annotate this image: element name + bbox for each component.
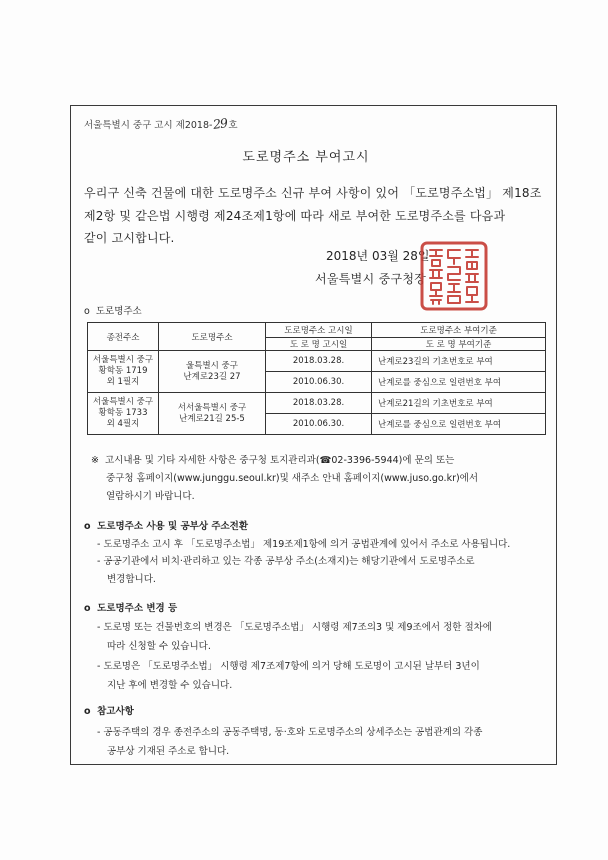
- document-title: 도로명주소 부여고시: [242, 150, 370, 165]
- old-address-line: 황학동 1733: [98, 408, 148, 418]
- table-row: [88, 393, 546, 414]
- header-old-address: 종전주소: [88, 323, 159, 351]
- section-heading-reference: o 참고사항: [84, 706, 134, 717]
- criteria-cell: 난계로23길의 기초번호로 부여: [372, 351, 546, 372]
- road-address-cell: [159, 393, 266, 435]
- road-address-table-wrap: [87, 322, 545, 435]
- section-heading-road-address: o 도로명주소: [84, 306, 142, 317]
- notice-date: 2018년 03월 28일: [326, 249, 430, 263]
- section-heading-usage: o 도로명주소 사용 및 공부상 주소전환: [84, 521, 249, 532]
- official-seal: [419, 240, 489, 312]
- old-address-cell: [88, 351, 159, 393]
- reference-line: - 공동주택의 경우 종전주소의 공동주택명, 동·호와 도로명주소의 상세주소는 공법관계의 각종: [97, 727, 483, 738]
- note-line: 중구청 홈페이지(www.junggu.seoul.kr)및 새주소 안내 홈페이지(www.juso.go.kr)에서: [106, 473, 479, 484]
- road-address-line: 난계로23길 27: [183, 371, 241, 382]
- header-criteria-sub: 도 로 명 부여기준: [372, 338, 546, 351]
- header-criteria: 도로명주소 부여기준: [372, 323, 546, 338]
- notice-number-handwritten: 29: [212, 115, 229, 132]
- criteria-cell: 난계로를 중심으로 일련번호 부여: [372, 414, 546, 435]
- section-heading-change: o 도로명주소 변경 등: [84, 603, 178, 614]
- notice-number-prefix: 서울특별시 중구 고시 제2018-: [84, 120, 213, 131]
- notice-number-suffix: 호: [228, 120, 238, 131]
- reference-line: 공부상 기재된 주소로 합니다.: [107, 746, 230, 757]
- intro-line: 우리구 신축 건물에 대한 도로명주소 신규 부여 사항이 있어 「도로명주소법」 제18조: [84, 186, 542, 200]
- intro-line: 제2항 및 같은법 시행령 제24조제1항에 따라 새로 부여한 도로명주소를 다음과: [84, 209, 506, 223]
- old-address-line: 서울특별시 중구: [92, 397, 154, 407]
- table-header-row: [88, 323, 546, 338]
- issuer-name: 서울특별시 중구청장: [315, 272, 427, 286]
- notice-date-cell: 2018.03.28.: [266, 393, 372, 414]
- notice-date-cell: 2018.03.28.: [266, 351, 372, 372]
- road-address-line: 난계로21길 25-5: [179, 413, 245, 424]
- seal-graphic: [419, 240, 489, 312]
- old-address-line: 외 1필지: [106, 377, 140, 387]
- note-line: 열람하시기 바랍니다.: [106, 491, 195, 502]
- intro-line: 같이 고시합니다.: [84, 231, 175, 245]
- road-address-table: [87, 322, 546, 435]
- table-row: [88, 351, 546, 372]
- change-line: - 도로명 또는 건물번호의 변경은 「도로명주소법」 시행령 제7조의3 및 제9조에서 정한 절차에: [97, 622, 492, 633]
- old-address-line: 외 4필지: [106, 419, 140, 429]
- change-line: - 도로명은 「도로명주소법」 시행령 제7조제7항에 의거 당해 도로명이 고시된 날부터 3년이: [97, 661, 480, 672]
- note-line: ※ 고시내용 및 기타 자세한 사항은 중구청 토지관리과(☎02-3396-5944)에 문의 또는: [91, 455, 455, 466]
- old-address-line: 서울특별시 중구: [92, 355, 154, 365]
- usage-line: - 도로명주소 고시 후 「도로명주소법」 제19조제1항에 의거 공법관계에 있어서 주소로 사용됩니다.: [97, 539, 511, 550]
- usage-line: - 공공기관에서 비치·관리하고 있는 각종 공부상 주소(소재지)는 해당기관에서 도로명주소로: [97, 556, 475, 567]
- header-notice-date: 도로명주소 고시일: [266, 323, 372, 338]
- header-notice-date-sub: 도 로 명 고시일: [266, 338, 372, 351]
- road-address-line: 울특별시 중구: [186, 360, 238, 371]
- criteria-cell: 난계로를 중심으로 일련번호 부여: [372, 372, 546, 393]
- usage-line: 변경합니다.: [107, 574, 156, 585]
- change-line: 따라 신청할 수 있습니다.: [107, 641, 211, 652]
- notice-date-cell: 2010.06.30.: [266, 414, 372, 435]
- criteria-cell: 난계로21길의 기초번호로 부여: [372, 393, 546, 414]
- change-line: 지난 후에 변경할 수 있습니다.: [107, 680, 233, 691]
- header-road-address: 도로명주소: [159, 323, 266, 351]
- old-address-line: 황학동 1719: [98, 366, 148, 376]
- notice-number: [84, 116, 238, 131]
- notice-date-cell: 2010.06.30.: [266, 372, 372, 393]
- road-address-line: 서서울특별시 중구: [177, 402, 247, 413]
- old-address-cell: [88, 393, 159, 435]
- road-address-cell: [159, 351, 266, 393]
